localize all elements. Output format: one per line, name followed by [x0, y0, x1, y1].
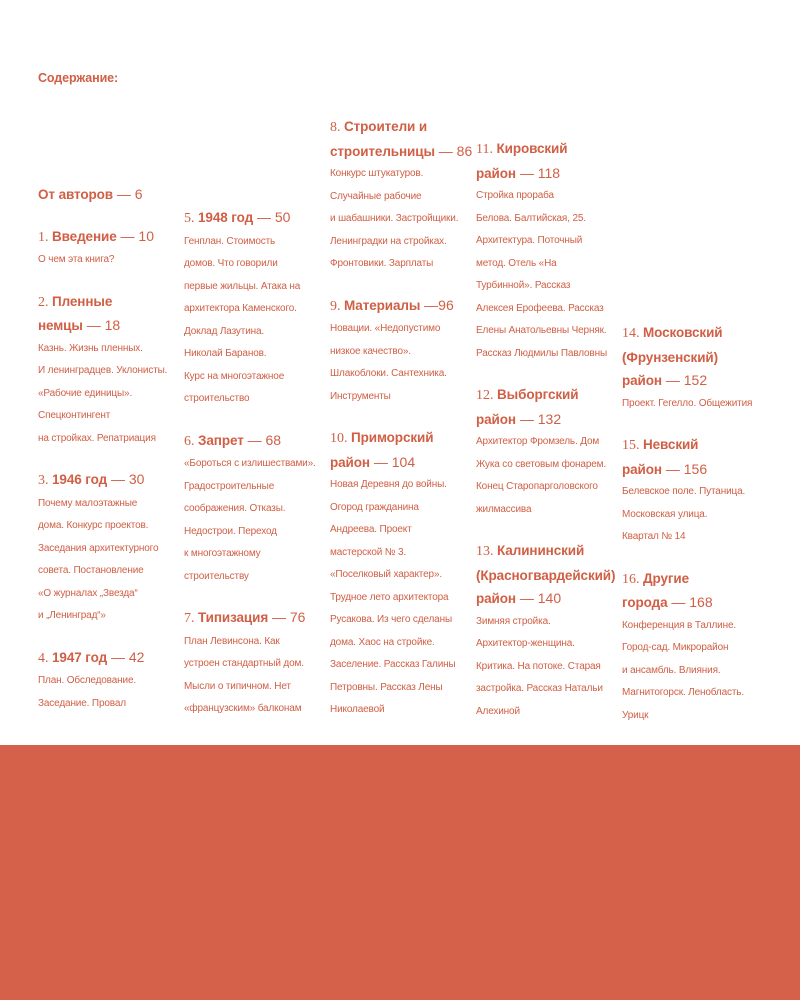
summary-line: Петровны. Рассказ Лены — [330, 681, 443, 693]
summary-line: Рассказ Людмилы Павловны — [476, 347, 608, 359]
summary-line: строительство — [184, 393, 250, 404]
chapter-title: города — [622, 595, 668, 610]
summary-line: О чем эта книга? — [38, 254, 115, 265]
summary-line: Курс на многоэтажное — [184, 370, 285, 382]
summary-line: План Левинсона. Как — [184, 635, 280, 647]
footer-band — [0, 745, 800, 1000]
chapter-number: 13. — [476, 544, 497, 559]
summary-line: Доклад Лазутина. — [184, 325, 265, 337]
toc-entry — [38, 468, 178, 628]
summary-line: Квартал № 14 — [622, 531, 686, 542]
summary-line: дома. Конкурс проектов. — [38, 520, 149, 531]
summary-line: Заседание. Провал — [38, 697, 126, 709]
summary-line: План. Обследование. — [38, 675, 136, 686]
chapter-number: 1. — [38, 229, 52, 245]
chapter-title: Введение — [52, 228, 117, 244]
summary-line: низкое качество». — [330, 345, 411, 357]
summary-line: Турбинной». Рассказ — [476, 280, 571, 291]
chapter-title: Московский — [643, 325, 723, 340]
summary-line: Новая Деревня до войны. — [330, 479, 447, 490]
summary-line: «Поселковый характер». — [330, 569, 442, 580]
chapter-title: Строители и — [344, 119, 428, 134]
chapter-number: 14. — [622, 326, 643, 341]
summary-line: мастерской № 3. — [330, 546, 407, 558]
toc-column-3 — [330, 115, 475, 722]
chapter-summary — [622, 481, 772, 549]
summary-line: «Рабочие единицы». — [38, 387, 133, 399]
toc-entry-heading — [38, 183, 178, 207]
chapter-number: 9. — [330, 298, 344, 314]
page-title: Содержание: — [38, 71, 119, 85]
summary-line: Зимняя стройка. — [476, 615, 551, 627]
summary-line: Генплан. Стоимость — [184, 235, 276, 247]
page-number: — 50 — [253, 209, 291, 225]
summary-line: Архитектура. Поточный — [476, 235, 583, 246]
chapter-number: 12. — [476, 388, 497, 403]
toc-entry — [38, 290, 178, 451]
summary-line: Николаевой — [330, 704, 385, 715]
chapter-title: 1948 год — [198, 210, 254, 225]
chapter-summary — [184, 631, 329, 721]
chapter-summary — [330, 163, 475, 276]
toc-entry — [38, 183, 178, 207]
toc-entry-heading — [476, 539, 621, 611]
toc-column-1 — [38, 183, 178, 715]
summary-line: Жука со световым фонарем. — [476, 458, 607, 470]
chapter-summary — [38, 493, 178, 628]
summary-line: Казнь. Жизнь пленных. — [38, 342, 143, 354]
summary-line: совета. Постановление — [38, 565, 144, 576]
chapter-title: 1946 год — [52, 472, 108, 487]
summary-line: Магнитогорск. Ленобласть. — [622, 687, 744, 698]
toc-entry-heading — [184, 429, 329, 454]
chapter-summary — [476, 431, 621, 521]
page-number: — 140 — [515, 590, 562, 606]
chapter-title: Калининский — [497, 543, 585, 558]
chapter-summary — [330, 474, 475, 722]
summary-line: Московская улица. — [622, 508, 708, 520]
summary-line: застройка. Рассказ Натальи — [476, 683, 603, 694]
chapter-title: Другие — [643, 570, 690, 586]
summary-line: Конференция в Таллине. — [622, 619, 736, 631]
chapter-title: район — [330, 454, 370, 470]
chapter-title: район — [476, 165, 516, 181]
toc-column-4 — [476, 137, 621, 723]
summary-line: соображения. Отказы. — [184, 503, 286, 514]
summary-line: дома. Хаос на стройке. — [330, 636, 435, 648]
summary-line: «О журналах „Звезда“ — [38, 587, 138, 599]
chapter-title: район — [622, 461, 662, 477]
page-number: — 18 — [82, 317, 121, 333]
summary-line: Конкурс штукатуров. — [330, 168, 424, 179]
toc-entry-heading — [330, 294, 475, 319]
summary-line: и ансамбль. Влияния. — [622, 664, 721, 676]
toc-entry-heading — [184, 606, 329, 631]
summary-line: Новации. «Недопустимо — [330, 323, 441, 334]
chapter-number: 10. — [330, 431, 351, 446]
summary-line: Архитектор-женщина. — [476, 638, 575, 649]
summary-line: Почему малоэтажные — [38, 497, 138, 509]
toc-entry — [330, 294, 475, 409]
summary-line: Андреева. Проект — [330, 524, 412, 535]
toc-entry — [476, 137, 621, 365]
chapter-number: 15. — [622, 438, 643, 453]
chapter-summary — [38, 249, 178, 272]
chapter-title: район — [622, 373, 662, 388]
page-number: — 68 — [243, 431, 282, 448]
summary-line: Заселение. Рассказ Галины — [330, 659, 456, 670]
summary-line: Огород гражданина — [330, 501, 419, 513]
summary-line: Ленинградки на стройках. — [330, 235, 447, 247]
chapter-number: 3. — [38, 473, 52, 488]
summary-line: Стройка прораба — [476, 190, 554, 201]
toc-entry — [184, 429, 329, 589]
chapter-summary — [184, 453, 329, 588]
toc-entry — [38, 646, 178, 716]
page-number: — 30 — [107, 471, 145, 487]
summary-line: домов. Что говорили — [184, 258, 278, 269]
summary-line: Белевское поле. Путаница. — [622, 486, 746, 497]
toc-entry — [184, 206, 329, 411]
toc-entry-heading — [622, 321, 772, 393]
summary-line: Город-сад. Микрорайон — [622, 642, 729, 653]
chapter-title: немцы — [38, 318, 83, 333]
summary-line: «Бороться с излишествами». — [184, 458, 316, 469]
page-number: — 10 — [116, 227, 154, 244]
chapter-title: Кировский — [496, 141, 568, 156]
chapter-title: Материалы — [344, 297, 421, 313]
summary-line: Николай Баранов. — [184, 348, 267, 359]
toc-entry-heading — [622, 433, 772, 481]
toc-entry — [184, 606, 329, 721]
summary-line: Архитектор Фромзель. Дом — [476, 436, 600, 447]
summary-line: Урицк — [622, 709, 649, 721]
chapter-number: 4. — [38, 650, 52, 666]
chapter-number: 16. — [622, 571, 643, 587]
chapter-summary — [330, 318, 475, 408]
summary-line: на стройках. Репатриация — [38, 432, 156, 444]
page-number: — 132 — [515, 410, 562, 427]
chapter-number: 2. — [38, 294, 52, 310]
chapter-summary — [38, 338, 178, 451]
chapter-summary — [476, 185, 621, 365]
summary-line: Конец Старопарголовского — [476, 481, 598, 492]
summary-line: и шабашники. Застройщики. — [330, 213, 459, 224]
summary-line: Шлакоблоки. Сантехника. — [330, 368, 447, 379]
page-number: — 76 — [268, 609, 306, 625]
summary-line: Алехиной — [476, 705, 520, 717]
chapter-summary — [476, 611, 621, 724]
chapter-title: Типизация — [198, 610, 269, 625]
chapter-summary — [622, 393, 772, 416]
toc-entry-heading — [476, 383, 621, 431]
summary-line: устроен стандартный дом. — [184, 658, 304, 669]
page-number: — 168 — [667, 594, 713, 610]
toc-entry — [38, 225, 178, 272]
toc-entry-heading — [476, 137, 621, 185]
toc-entry — [476, 539, 621, 723]
chapter-title: Невский — [643, 437, 699, 452]
summary-line: Градостроительные — [184, 480, 275, 492]
chapter-title: Приморский — [351, 430, 434, 445]
page-number: — 86 — [434, 142, 473, 159]
summary-line: Белова. Балтийская, 25. — [476, 212, 586, 224]
toc-entry — [622, 567, 772, 728]
page-number: — 104 — [369, 453, 416, 470]
toc-entry-heading — [38, 290, 178, 338]
summary-line: Случайные рабочие — [330, 190, 422, 202]
page-number: — 42 — [107, 648, 145, 665]
summary-line: Критика. На потоке. Старая — [476, 660, 601, 672]
summary-line: архитектора Каменского. — [184, 303, 297, 314]
summary-line: Елены Анатольевны Черняк. — [476, 325, 607, 336]
chapter-title: Запрет — [198, 432, 244, 448]
toc-entry-heading — [38, 646, 178, 671]
chapter-number: 8. — [330, 120, 344, 135]
summary-line: Заседания архитектурного — [38, 542, 159, 554]
page-number: — 156 — [661, 460, 708, 477]
page-number: —96 — [420, 296, 454, 313]
chapter-number: 5. — [184, 211, 198, 226]
chapter-title: Выборгский — [497, 387, 579, 402]
summary-line: Мысли о типичном. Нет — [184, 680, 291, 692]
chapter-number: 6. — [184, 433, 198, 449]
page-number: — 118 — [515, 164, 561, 181]
summary-line: Русакова. Из чего сделаны — [330, 614, 452, 625]
summary-line: Фронтовики. Зарплаты — [330, 258, 434, 269]
toc-entry — [330, 426, 475, 722]
toc-entry-heading — [622, 567, 772, 615]
summary-line: И ленинградцев. Уклонисты. — [38, 365, 168, 376]
chapter-number: 11. — [476, 142, 497, 157]
summary-line: Проект. Гегелло. Общежития — [622, 397, 753, 409]
summary-line: строительству — [184, 570, 249, 582]
toc-entry — [622, 321, 772, 415]
summary-line: первые жильцы. Атака на — [184, 280, 301, 292]
chapter-title: (Фрунзенский) — [622, 349, 719, 365]
chapter-summary — [622, 615, 772, 728]
chapter-title: Пленные — [52, 293, 113, 309]
summary-line: жилмассива — [476, 503, 532, 515]
summary-line: Недострои. Переход — [184, 525, 277, 537]
chapter-title: район — [476, 411, 516, 427]
chapter-title: строительницы — [330, 143, 435, 159]
page-number: — 6 — [112, 186, 143, 202]
toc-entry-heading — [38, 225, 178, 250]
toc-column-2 — [184, 206, 329, 721]
toc-entry — [476, 383, 621, 521]
toc-entry-heading — [330, 115, 475, 163]
toc-entry-heading — [38, 468, 178, 493]
toc-entry-heading — [184, 206, 329, 231]
summary-line: «французским» балконам — [184, 703, 302, 714]
chapter-title: 1947 год — [52, 649, 108, 665]
summary-line: метод. Отель «На — [476, 257, 557, 269]
summary-line: и „Ленинград“» — [38, 610, 106, 621]
chapter-number: 7. — [184, 611, 198, 626]
chapter-title: (Красногвардейский) — [476, 567, 616, 583]
toc-column-5 — [622, 321, 772, 727]
summary-line: к многоэтажному — [184, 548, 261, 559]
summary-line: Инструменты — [330, 390, 391, 402]
page-number: — 152 — [661, 372, 708, 388]
chapter-title: район — [476, 591, 516, 606]
chapter-title: От авторов — [38, 187, 113, 202]
summary-line: Алексея Ерофеева. Рассказ — [476, 302, 604, 314]
toc-entry-heading — [330, 426, 475, 474]
toc-entry — [330, 115, 475, 276]
chapter-summary — [38, 670, 178, 715]
chapter-summary — [184, 231, 329, 411]
summary-line: Спецконтингент — [38, 410, 111, 421]
toc-entry — [622, 433, 772, 549]
summary-line: Трудное лето архитектора — [330, 591, 449, 603]
